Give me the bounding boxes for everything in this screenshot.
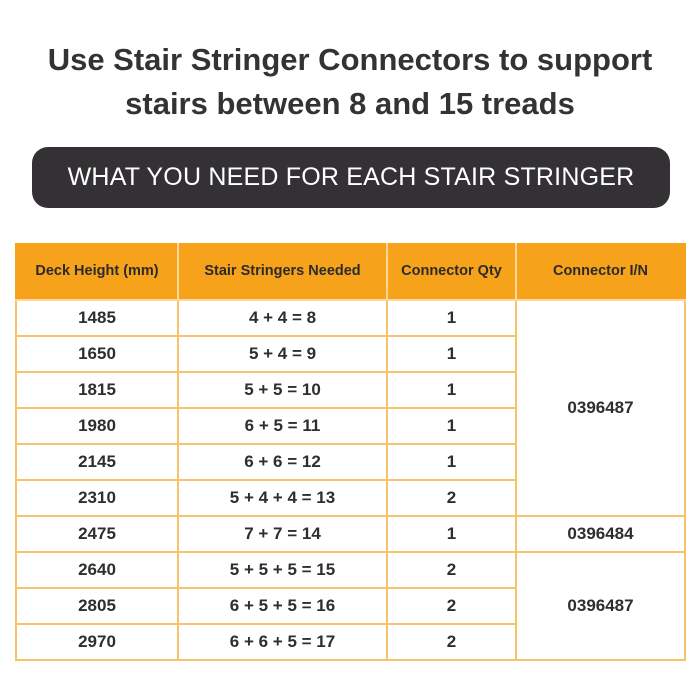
table-header-row — [16, 243, 685, 300]
header-connector-qty: Connector Qty — [387, 243, 516, 300]
connector-qty-cell: 1 — [387, 408, 516, 444]
table-row — [16, 552, 685, 588]
headline-line-2: stairs between 8 and 15 treads — [125, 86, 575, 121]
table-row — [16, 300, 685, 336]
connector-qty-cell: 1 — [387, 372, 516, 408]
deck-height-cell: 1815 — [16, 372, 178, 408]
stringers-needed-cell: 4 + 4 = 8 — [178, 300, 387, 336]
header-stringers-needed: Stair Stringers Needed — [178, 243, 387, 300]
connector-part-number-cell: 0396487 — [516, 300, 685, 516]
connector-qty-cell: 1 — [387, 336, 516, 372]
table-row — [16, 516, 685, 552]
connector-part-number-cell: 0396487 — [516, 552, 685, 660]
stringers-needed-cell: 5 + 4 + 4 = 13 — [178, 480, 387, 516]
deck-height-cell: 2805 — [16, 588, 178, 624]
deck-height-cell: 2970 — [16, 624, 178, 660]
stringers-needed-cell: 6 + 5 = 11 — [178, 408, 387, 444]
deck-height-cell: 2640 — [16, 552, 178, 588]
headline-line-1: Use Stair Stringer Connectors to support — [47, 42, 653, 77]
table-body — [16, 300, 685, 660]
stringers-needed-cell: 6 + 6 = 12 — [178, 444, 387, 480]
section-banner: WHAT YOU NEED FOR EACH STAIR STRINGER — [32, 147, 670, 208]
stringers-needed-cell: 7 + 7 = 14 — [178, 516, 387, 552]
deck-height-cell: 2475 — [16, 516, 178, 552]
stringers-needed-cell: 5 + 5 = 10 — [178, 372, 387, 408]
deck-height-cell: 1650 — [16, 336, 178, 372]
connector-qty-cell: 2 — [387, 624, 516, 660]
connector-qty-cell: 2 — [387, 480, 516, 516]
stringer-spec-table — [15, 243, 686, 661]
header-deck-height: Deck Height (mm) — [16, 243, 178, 300]
headline — [0, 38, 700, 126]
deck-height-cell: 1485 — [16, 300, 178, 336]
stringers-needed-cell: 5 + 5 + 5 = 15 — [178, 552, 387, 588]
stringers-needed-cell: 5 + 4 = 9 — [178, 336, 387, 372]
deck-height-cell: 2145 — [16, 444, 178, 480]
deck-height-cell: 2310 — [16, 480, 178, 516]
connector-part-number-cell: 0396484 — [516, 516, 685, 552]
connector-qty-cell: 2 — [387, 552, 516, 588]
stringers-needed-cell: 6 + 6 + 5 = 17 — [178, 624, 387, 660]
header-connector-in: Connector I/N — [516, 243, 685, 300]
deck-height-cell: 1980 — [16, 408, 178, 444]
connector-qty-cell: 1 — [387, 516, 516, 552]
stringers-needed-cell: 6 + 5 + 5 = 16 — [178, 588, 387, 624]
connector-qty-cell: 1 — [387, 444, 516, 480]
connector-qty-cell: 1 — [387, 300, 516, 336]
connector-qty-cell: 2 — [387, 588, 516, 624]
